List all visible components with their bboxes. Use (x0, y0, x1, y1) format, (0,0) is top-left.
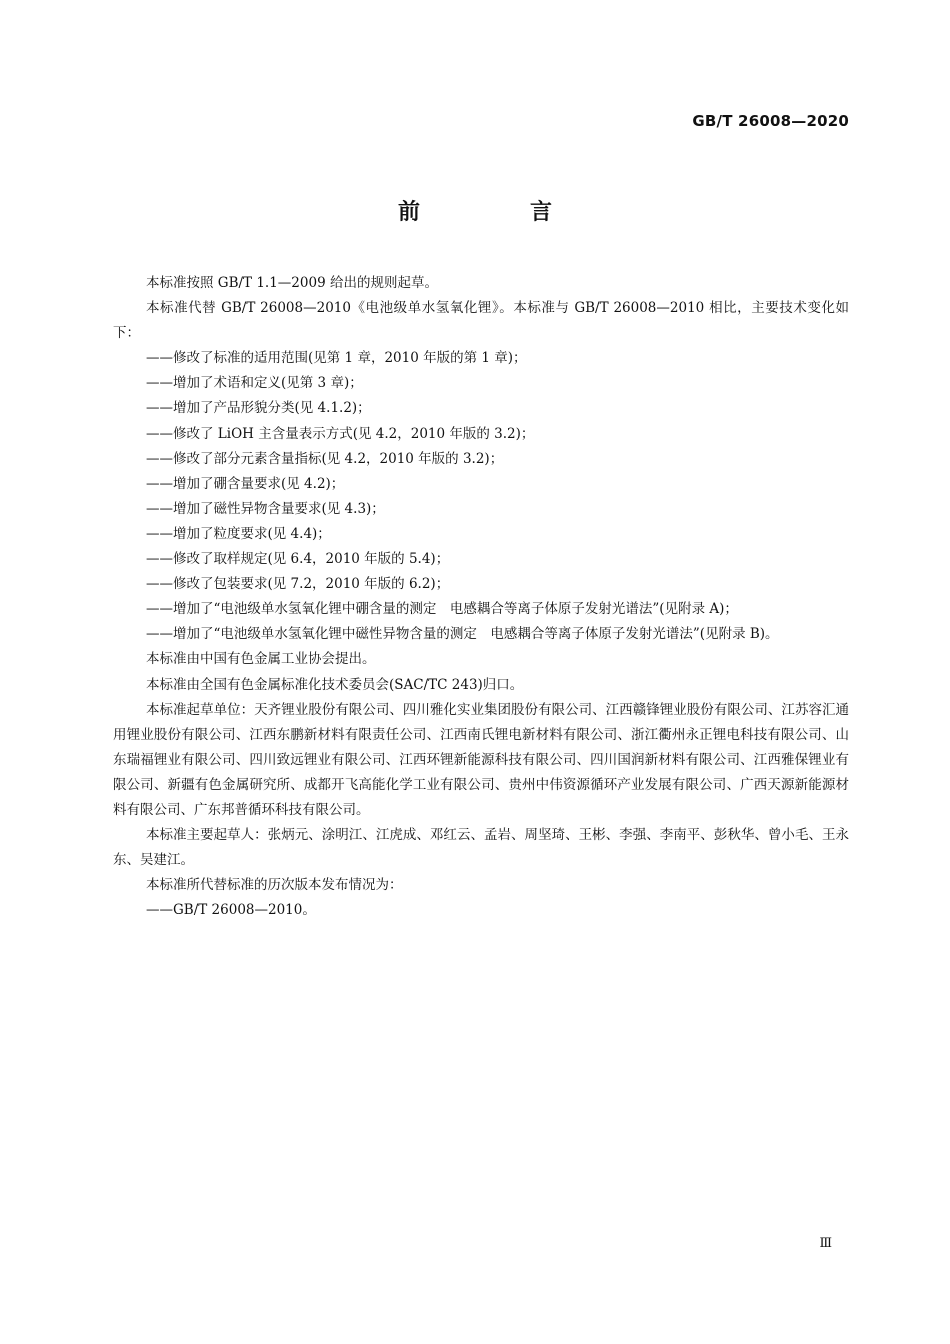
change-item: ——增加了磁性异物含量要求(见 4.3)； (146, 500, 385, 517)
change-item: ——修改了标准的适用范围(见第 1 章，2010 年版的第 1 章)； (146, 350, 527, 367)
change-item: ——修改了 LiOH 主含量表示方式(见 4.2，2010 年版的 3.2)； (146, 425, 535, 442)
change-item: ——修改了部分元素含量指标(见 4.2，2010 年版的 3.2)； (146, 450, 504, 467)
paragraph: 本标准由全国有色金属标准化技术委员会(SAC/TC 243)归口。 (146, 676, 524, 693)
history-item: ——GB/T 26008—2010。 (146, 902, 316, 919)
change-item: ——增加了硼含量要求(见 4.2)； (146, 475, 345, 492)
paragraph: 本标准按照 GB/T 1.1—2009 给出的规则起草。 (146, 275, 438, 291)
foreword-body (113, 271, 849, 923)
change-item: ——增加了术语和定义(见第 3 章)； (146, 375, 363, 392)
drafters-paragraph: 本标准主要起草人：张炳元、涂明江、江虎成、邓红云、孟岩、周坚琦、王彬、李强、李南平、彭秋华、曾小毛、王永东、吴建江。 (113, 827, 849, 869)
doc-code-header: GB/T 26008—2020 (692, 112, 849, 130)
change-item: ——修改了包装要求(见 7.2，2010 年版的 6.2)； (146, 576, 450, 593)
page-title: 前 言 (397, 200, 596, 225)
change-item: ——增加了粒度要求(见 4.4)； (146, 525, 331, 542)
change-item: ——增加了产品形貌分类(见 4.1.2)； (146, 400, 371, 417)
drafting-units-paragraph: 本标准起草单位：天齐锂业股份有限公司、四川雅化实业集团股份有限公司、江西赣锋锂业股份有限公司、江苏容汇通用锂业股份有限公司、江西东鹏新材料有限责任公司、江西南氏锂电新材料有限公司、浙江衢州永正锂电科技有限公司、山东瑞福锂业有限公司、四川致远锂业有限公司、江西环锂新能源科技有限公司、四川国润新材料有限公司、江西雅保锂业有限公司、新疆有色金属研究所、成都开飞高能化学工业有限公司、贵州中伟资源循环产业发展有限公司、广西天源新能源材料有限公司、广东邦普循环科技有限公司。 (113, 701, 849, 818)
paragraph: 本标准由中国有色金属工业协会提出。 (146, 651, 376, 668)
page-number: Ⅲ (819, 1236, 832, 1251)
change-item: ——增加了“电池级单水氢氧化锂中硼含量的测定 电感耦合等离子体原子发射光谱法”(见附录 A)； (146, 601, 738, 618)
paragraph: 本标准代替 GB/T 26008—2010《电池级单水氢氧化锂》。本标准与 GB/T 26008—2010 相比，主要技术变化如下： (113, 300, 849, 342)
change-item: ——修改了取样规定(见 6.4，2010 年版的 5.4)； (146, 551, 450, 568)
change-item: ——增加了“电池级单水氢氧化锂中磁性异物含量的测定 电感耦合等离子体原子发射光谱法”(见附录 B)。 (146, 626, 779, 643)
paragraph: 本标准所代替标准的历次版本发布情况为： (146, 877, 403, 894)
